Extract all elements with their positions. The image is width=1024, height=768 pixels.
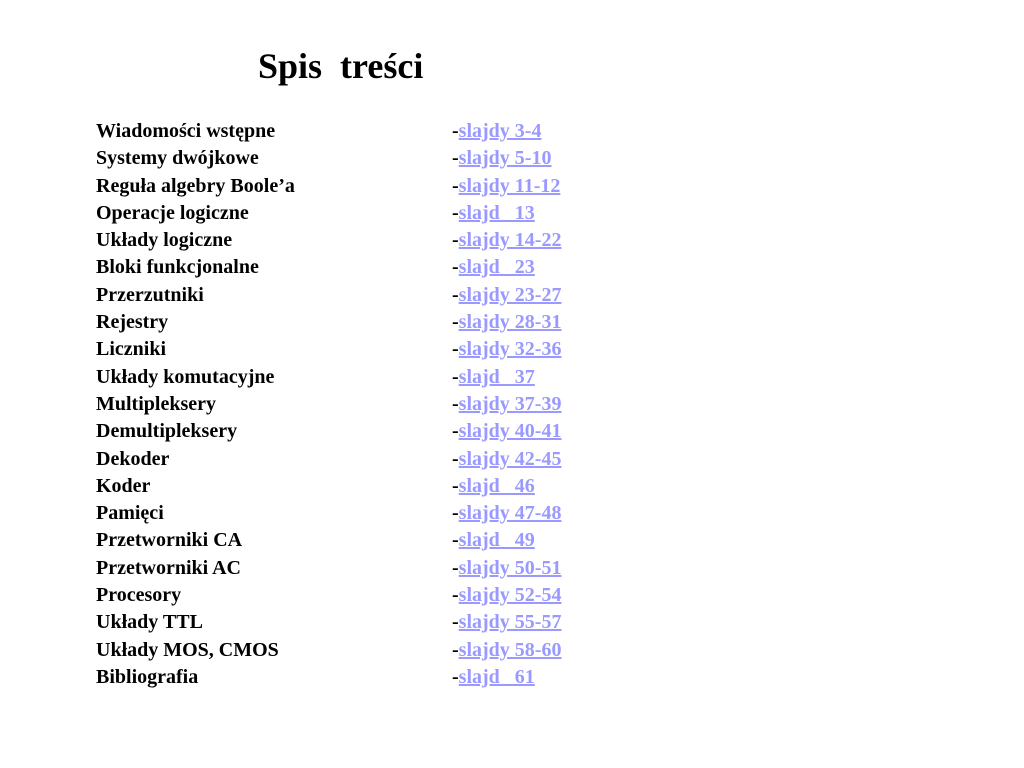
- toc-dash: -: [452, 229, 459, 252]
- toc-slide-reference: [452, 391, 561, 418]
- toc-dash: -: [452, 174, 459, 197]
- toc-topic-label: Rejestry: [96, 311, 169, 334]
- toc-topic-label: Operacje logiczne: [96, 201, 249, 224]
- toc-slide-reference: [452, 664, 535, 691]
- toc-dash: -: [452, 665, 459, 688]
- toc-topic-label: Bibliografia: [96, 665, 199, 688]
- toc-slide-reference: [452, 118, 541, 145]
- toc-topic-label: Układy MOS, CMOS: [96, 638, 279, 661]
- toc-topic-label: Układy komutacyjne: [96, 365, 275, 388]
- toc-topic-label: Demultipleksery: [96, 420, 238, 443]
- toc-dash: -: [452, 392, 459, 415]
- toc-dash: -: [452, 283, 459, 306]
- toc-topic-label: Koder: [96, 474, 151, 497]
- list-item: [96, 664, 596, 691]
- toc-slide-reference: [452, 200, 535, 227]
- toc-slide-reference: [452, 609, 561, 636]
- list-item: [96, 391, 596, 418]
- toc-dash: -: [452, 120, 459, 142]
- list-item: [96, 227, 596, 254]
- toc-dash: -: [452, 584, 459, 607]
- toc-slide-reference: [452, 254, 535, 281]
- toc-topic-label: Dekoder: [96, 447, 170, 470]
- slide-link[interactable]: slajd 49: [458, 529, 535, 552]
- toc-slide-reference: [452, 227, 561, 254]
- list-item: [96, 609, 596, 636]
- slide-link[interactable]: slajd 46: [458, 474, 535, 497]
- slide-link[interactable]: slajdy 47-48: [458, 502, 562, 525]
- list-item: [96, 200, 596, 227]
- slide-link[interactable]: slajdy 50-51: [458, 556, 562, 579]
- list-item: [96, 637, 596, 664]
- slide-link[interactable]: slajdy 5-10: [458, 147, 552, 170]
- toc-topic-label: Reguła algebry Boole’a: [96, 174, 295, 197]
- list-item: [96, 555, 596, 582]
- toc-topic-label: Procesory: [96, 584, 182, 607]
- slide-link[interactable]: slajdy 52-54: [458, 584, 562, 607]
- slide-link[interactable]: slajdy 32-36: [458, 338, 562, 361]
- toc-slide-reference: [452, 309, 561, 336]
- toc-dash: -: [452, 420, 459, 443]
- toc-dash: -: [452, 611, 459, 634]
- list-item: [96, 582, 596, 609]
- toc-topic-label: Układy logiczne: [96, 229, 233, 252]
- list-item: [96, 145, 596, 172]
- table-of-contents: [96, 118, 596, 691]
- list-item: [96, 418, 596, 445]
- toc-dash: -: [452, 556, 459, 579]
- toc-dash: -: [452, 147, 459, 170]
- list-item: [96, 500, 596, 527]
- toc-topic-label: Przerzutniki: [96, 283, 204, 306]
- list-item: [96, 446, 596, 473]
- toc-slide-reference: [452, 446, 561, 473]
- page-title: Spis treści: [258, 46, 424, 86]
- list-item: [96, 309, 596, 336]
- toc-topic-label: Multipleksery: [96, 392, 216, 415]
- slide-link[interactable]: slajdy 23-27: [458, 283, 562, 306]
- list-item: [96, 336, 596, 363]
- toc-slide-reference: [452, 555, 561, 582]
- list-item: [96, 282, 596, 309]
- toc-topic-label: Układy TTL: [96, 611, 203, 634]
- toc-topic-label: Liczniki: [96, 338, 167, 361]
- slide-link[interactable]: slajdy 40-41: [458, 420, 562, 443]
- toc-slide-reference: [452, 336, 561, 363]
- slide-link[interactable]: slajd 37: [458, 365, 535, 388]
- toc-topic-label: Systemy dwójkowe: [96, 147, 259, 170]
- list-item: [96, 364, 596, 391]
- toc-dash: -: [452, 365, 459, 388]
- slide-link[interactable]: slajdy 37-39: [458, 392, 562, 415]
- toc-topic-label: Bloki funkcjonalne: [96, 256, 259, 279]
- toc-slide-reference: [452, 473, 535, 500]
- slide-link[interactable]: slajd 13: [458, 201, 535, 224]
- toc-dash: -: [452, 638, 459, 661]
- toc-slide-reference: [452, 500, 561, 527]
- toc-slide-reference: [452, 418, 561, 445]
- toc-slide-reference: [452, 173, 560, 200]
- toc-dash: -: [452, 311, 459, 334]
- toc-topic-label: Pamięci: [96, 502, 164, 525]
- toc-slide-reference: [452, 145, 551, 172]
- list-item: [96, 527, 596, 554]
- toc-slide-reference: [452, 527, 535, 554]
- toc-dash: -: [452, 201, 459, 224]
- slide-link[interactable]: slajdy 42-45: [458, 447, 562, 470]
- list-item: [96, 254, 596, 281]
- toc-dash: -: [452, 474, 459, 497]
- toc-dash: -: [452, 338, 459, 361]
- toc-slide-reference: [452, 637, 561, 664]
- slide-link[interactable]: slajd 61: [458, 665, 535, 688]
- toc-slide-reference: [452, 364, 535, 391]
- toc-topic-label: Przetworniki AC: [96, 556, 241, 579]
- slide-link[interactable]: slajdy 3-4: [458, 120, 542, 142]
- slide-link[interactable]: slajdy 11-12: [458, 174, 561, 197]
- toc-dash: -: [452, 502, 459, 525]
- list-item: [96, 173, 596, 200]
- toc-topic-label: Przetworniki CA: [96, 529, 243, 552]
- slide-link[interactable]: slajdy 58-60: [458, 638, 562, 661]
- slide-link[interactable]: slajd 23: [458, 256, 535, 279]
- toc-topic-label: Wiadomości wstępne: [96, 120, 276, 142]
- toc-dash: -: [452, 529, 459, 552]
- toc-dash: -: [452, 447, 459, 470]
- list-item: [96, 473, 596, 500]
- toc-slide-reference: [452, 282, 561, 309]
- toc-dash: -: [452, 256, 459, 279]
- slide-link[interactable]: slajdy 28-31: [458, 311, 562, 334]
- slide-link[interactable]: slajdy 55-57: [458, 611, 562, 634]
- list-item: [96, 118, 596, 145]
- toc-slide-reference: [452, 582, 561, 609]
- slide-link[interactable]: slajdy 14-22: [458, 229, 562, 252]
